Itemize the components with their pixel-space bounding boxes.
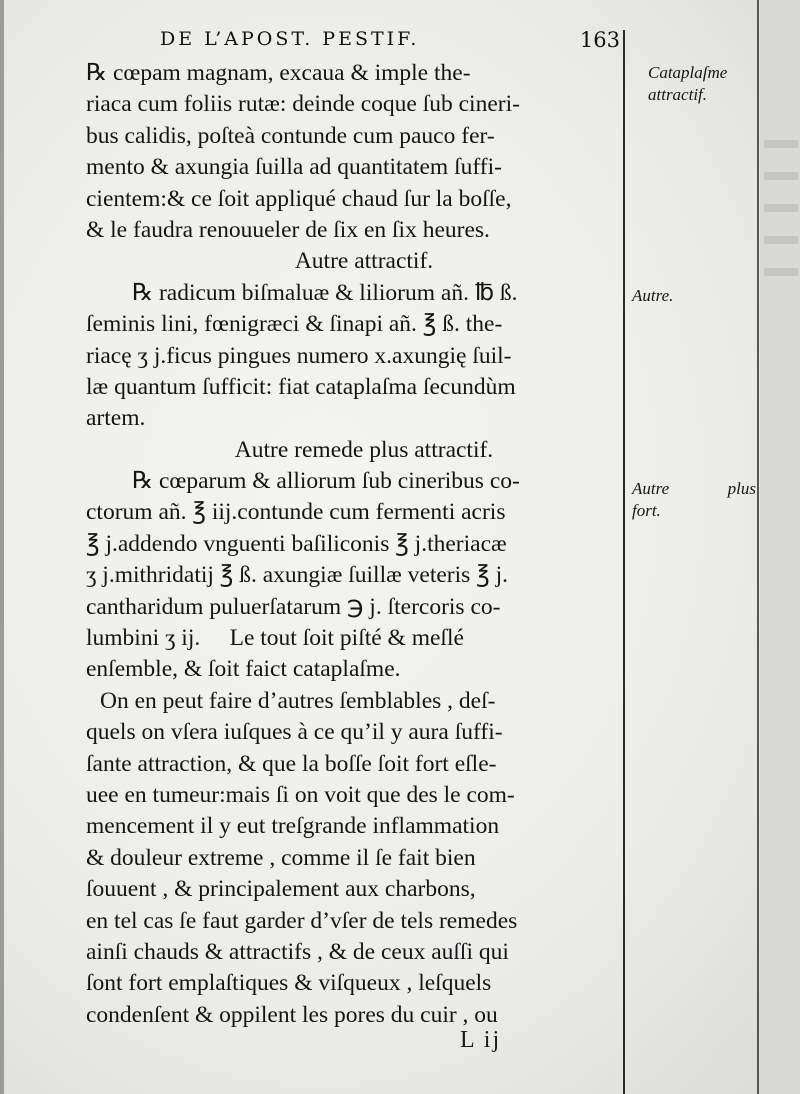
adjacent-page-strip <box>760 0 800 1094</box>
section-heading: Autre attractif. <box>294 248 434 275</box>
text-line: cantharidum puluerſatarum ℈ j. ſtercoris co- <box>86 593 501 620</box>
text-line: riaca cum foliis rutæ: deinde coque ſub cineri- <box>86 91 520 118</box>
text-line: condenſent & oppilent les pores du cuir , ou <box>86 1001 498 1028</box>
text-line: ℥ j.addendo vnguenti baſiliconis ℥ j.theriacæ <box>86 530 507 557</box>
running-head-title: DE L’APOST. PESTIF. <box>160 28 420 50</box>
text-line: riacę ʒ j.ficus pingues numero x.axungię ſuil- <box>86 342 512 369</box>
text-line: mencement il y eut treſgrande inflammation <box>86 813 500 840</box>
text-line: ctorum añ. ℥ iij.contunde cum fermenti acris <box>86 499 506 526</box>
text-line: ainſi chauds & attractifs , & de ceux auſſi qui <box>86 938 509 965</box>
text-line: ſouuent , & principalement aux charbons, <box>86 876 476 903</box>
page-left-edge <box>0 0 4 1094</box>
margin-note-line: Autre. <box>632 286 674 305</box>
margin-rule <box>623 30 625 1094</box>
margin-note-cataplasme <box>648 62 776 106</box>
margin-note-line: Cataplaſme <box>648 63 728 82</box>
body-text <box>86 58 622 1031</box>
text-line: bus calidis, poſteà contunde cum pauco fer- <box>86 122 495 149</box>
text-line: ℞ cœparum & alliorum ſub cineribus co- <box>132 468 520 495</box>
text-line: artem. <box>86 405 146 432</box>
margin-note-word: plus <box>727 479 756 498</box>
margin-note-line: fort. <box>632 501 661 520</box>
outer-rule <box>757 0 759 1094</box>
margin-note-autre-plus-fort <box>632 478 760 522</box>
text-line: & douleur extreme , comme il ſe fait bien <box>86 844 476 871</box>
text-line: ſont fort emplaſtiques & viſqueux , leſquels <box>86 970 492 997</box>
text-line: enſemble, & ſoit faict cataplaſme. <box>86 656 401 683</box>
text-line: ʒ j.mithridatij ℥ ß. axungiæ ſuillæ veteris ℥ j. <box>86 562 509 589</box>
text-line: quels on vſera iuſques à ce qu’il y aura ſuffi- <box>86 719 503 746</box>
text-line: mento & axungia ſuilla ad quantitatem ſuffi- <box>86 154 502 181</box>
section-heading: Autre remede plus attractif. <box>234 436 494 463</box>
text-line: lumbini ʒ ij. Le tout ſoit piſté & meſlé <box>86 625 464 652</box>
running-header <box>160 28 620 56</box>
text-line: ℞ radicum biſmaluæ & liliorum añ. ℔ ß. <box>132 279 518 306</box>
margin-note-line: attractif. <box>648 85 708 104</box>
text-line: ℞ cœpam magnam, excaua & imple the- <box>86 60 471 86</box>
text-line: ſante attraction, & que la boſſe ſoit fort eſle- <box>86 750 497 777</box>
text-line: & le faudra renouueler de ſix en ſix heures. <box>86 216 490 243</box>
paragraph-start: On en peut faire d’autres ſemblables , deſ- <box>100 687 496 714</box>
signature-mark: L ij <box>460 1027 502 1053</box>
margin-note-autre <box>632 285 760 307</box>
text-line: uee en tumeur:mais ſi on voit que des le com- <box>86 781 515 808</box>
text-line: en tel cas ſe faut garder d’vſer de tels remedes <box>86 907 518 934</box>
margin-note-word: Autre <box>632 479 670 498</box>
page-number: 163 <box>579 28 620 52</box>
text-line: cientem:& ce ſoit appliqué chaud ſur la boſſe, <box>86 185 512 212</box>
text-line: ſeminis lini, fœnigræci & ſinapi añ. ℥ ß. the- <box>86 311 503 338</box>
text-line: læ quantum ſufficit: fiat cataplaſma ſecundùm <box>86 373 516 400</box>
